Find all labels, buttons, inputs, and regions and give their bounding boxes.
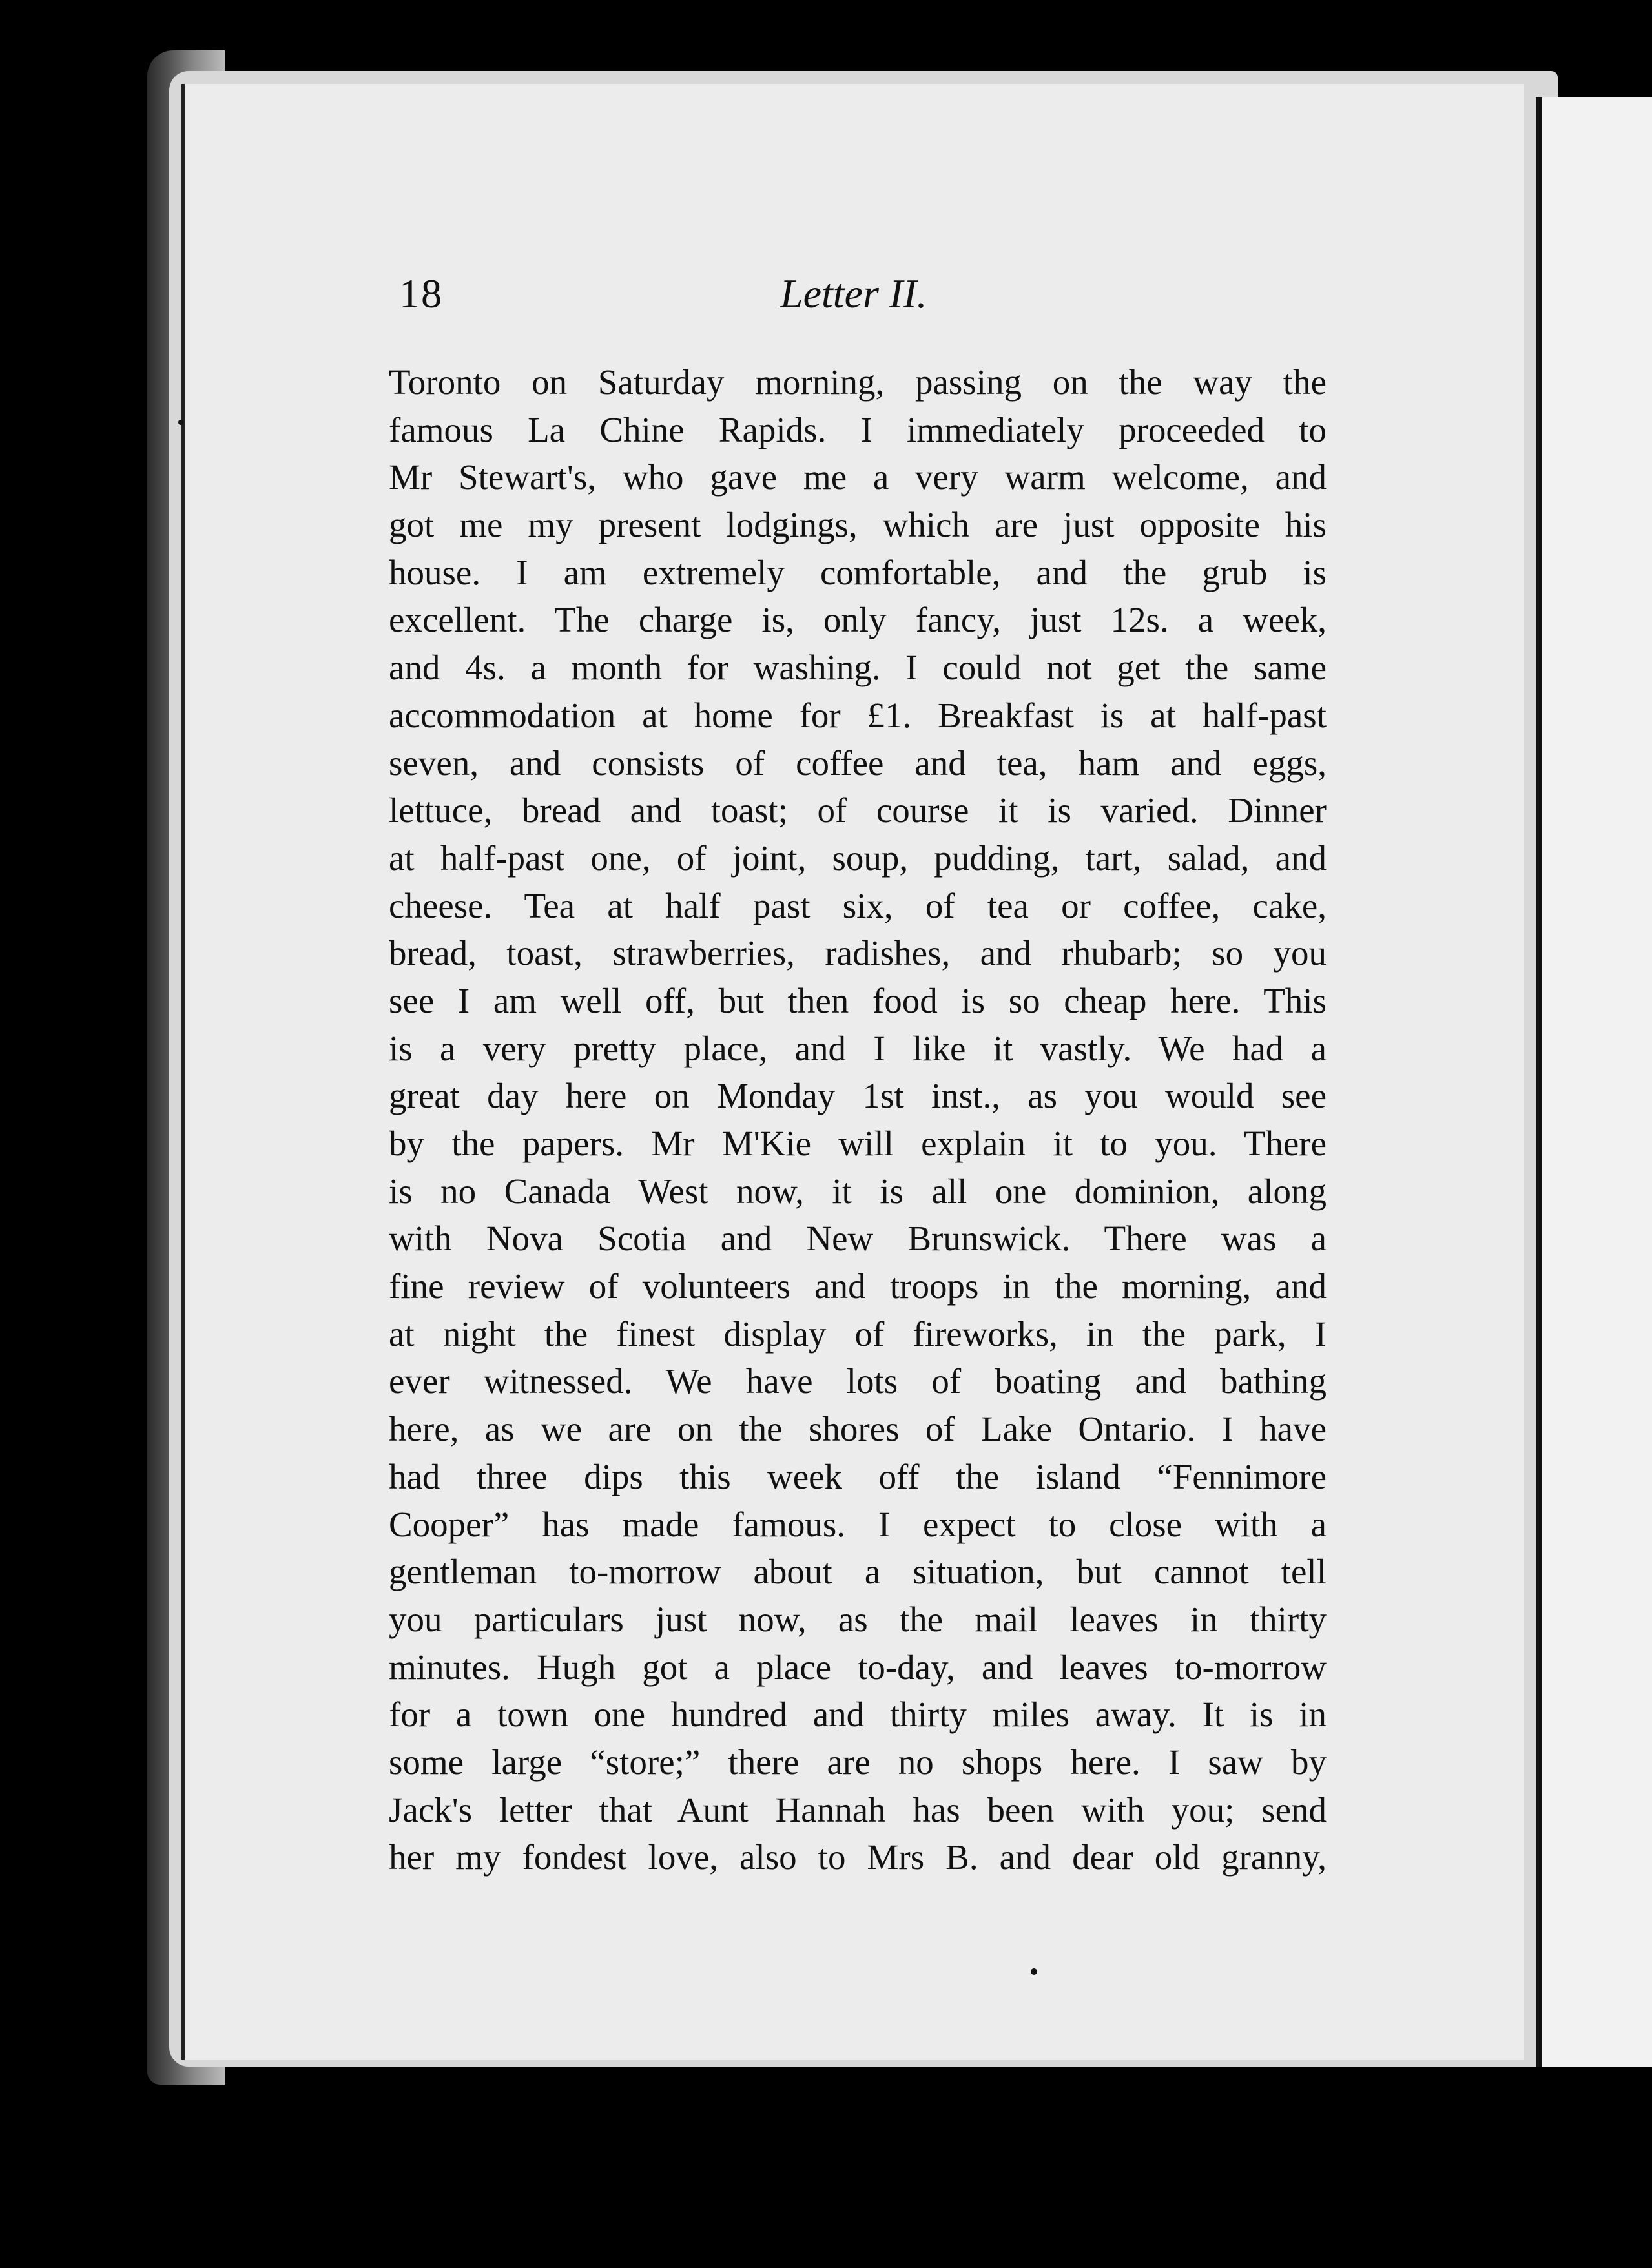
letter-body-text	[389, 358, 1327, 1881]
text-line: seven, and consists of coffee and tea, ham and eggs,	[389, 743, 1327, 783]
text-line: some large “store;” there are no shops here. I saw by	[389, 1742, 1327, 1782]
text-line: with Nova Scotia and New Brunswick. There was a	[389, 1219, 1327, 1259]
text-line: had three dips this week off the island “Fennimore	[389, 1456, 1327, 1496]
text-line: great day here on Monday 1st inst., as you would see	[389, 1076, 1327, 1116]
text-line: gentleman to-morrow about a situation, but cannot tell	[389, 1552, 1327, 1592]
running-head: Letter II.	[780, 271, 927, 316]
text-line: lettuce, bread and toast; of course it is varied. Dinner	[389, 790, 1327, 830]
text-line: by the papers. Mr M'Kie will explain it to you. There	[389, 1124, 1327, 1163]
text-line: minutes. Hugh got a place to-day, and leaves to-morrow	[389, 1647, 1327, 1687]
text-line: at night the finest display of fireworks, in the park, I	[389, 1314, 1327, 1354]
text-line: is a very pretty place, and I like it vastly. We had a	[389, 1028, 1327, 1068]
text-line: Toronto on Saturday morning, passing on the way the	[389, 362, 1327, 402]
ink-speck	[1031, 1968, 1037, 1975]
text-line: here, as we are on the shores of Lake Ontario. I have	[389, 1409, 1327, 1449]
text-line: her my fondest love, also to Mrs B. and dear old granny,	[389, 1837, 1327, 1877]
facing-page-edge	[1536, 97, 1652, 2067]
text-line: accommodation at home for £1. Breakfast is at half-past	[389, 695, 1327, 735]
text-line: famous La Chine Rapids. I immediately proceeded to	[389, 409, 1327, 449]
page-header	[399, 270, 1381, 322]
text-line: see I am well off, but then food is so cheap here. This	[389, 980, 1327, 1020]
text-line: got me my present lodgings, which are just opposite his	[389, 505, 1327, 545]
text-line: ever witnessed. We have lots of boating and bathing	[389, 1361, 1327, 1401]
text-line: bread, toast, strawberries, radishes, and rhubarb; so you	[389, 933, 1327, 973]
text-line: house. I am extremely comfortable, and the grub is	[389, 552, 1327, 592]
ink-speck	[178, 420, 183, 425]
text-line: at half-past one, of joint, soup, pudding, tart, salad, and	[389, 838, 1327, 878]
text-line: for a town one hundred and thirty miles away. It is in	[389, 1695, 1327, 1735]
text-line: fine review of volunteers and troops in the morning, and	[389, 1266, 1327, 1306]
text-line: Jack's letter that Aunt Hannah has been with you; send	[389, 1789, 1327, 1830]
page-number: 18	[399, 271, 443, 316]
text-line: Mr Stewart's, who gave me a very warm welcome, and	[389, 457, 1327, 497]
text-line: is no Canada West now, it is all one dominion, along	[389, 1171, 1327, 1211]
text-line: Cooper” has made famous. I expect to close with a	[389, 1504, 1327, 1544]
text-line: excellent. The charge is, only fancy, just 12s. a week,	[389, 600, 1327, 640]
text-line: cheese. Tea at half past six, of tea or coffee, cake,	[389, 885, 1327, 925]
text-line: and 4s. a month for washing. I could not get the same	[389, 648, 1327, 688]
text-line: you particulars just now, as the mail leaves in thirty	[389, 1599, 1327, 1639]
